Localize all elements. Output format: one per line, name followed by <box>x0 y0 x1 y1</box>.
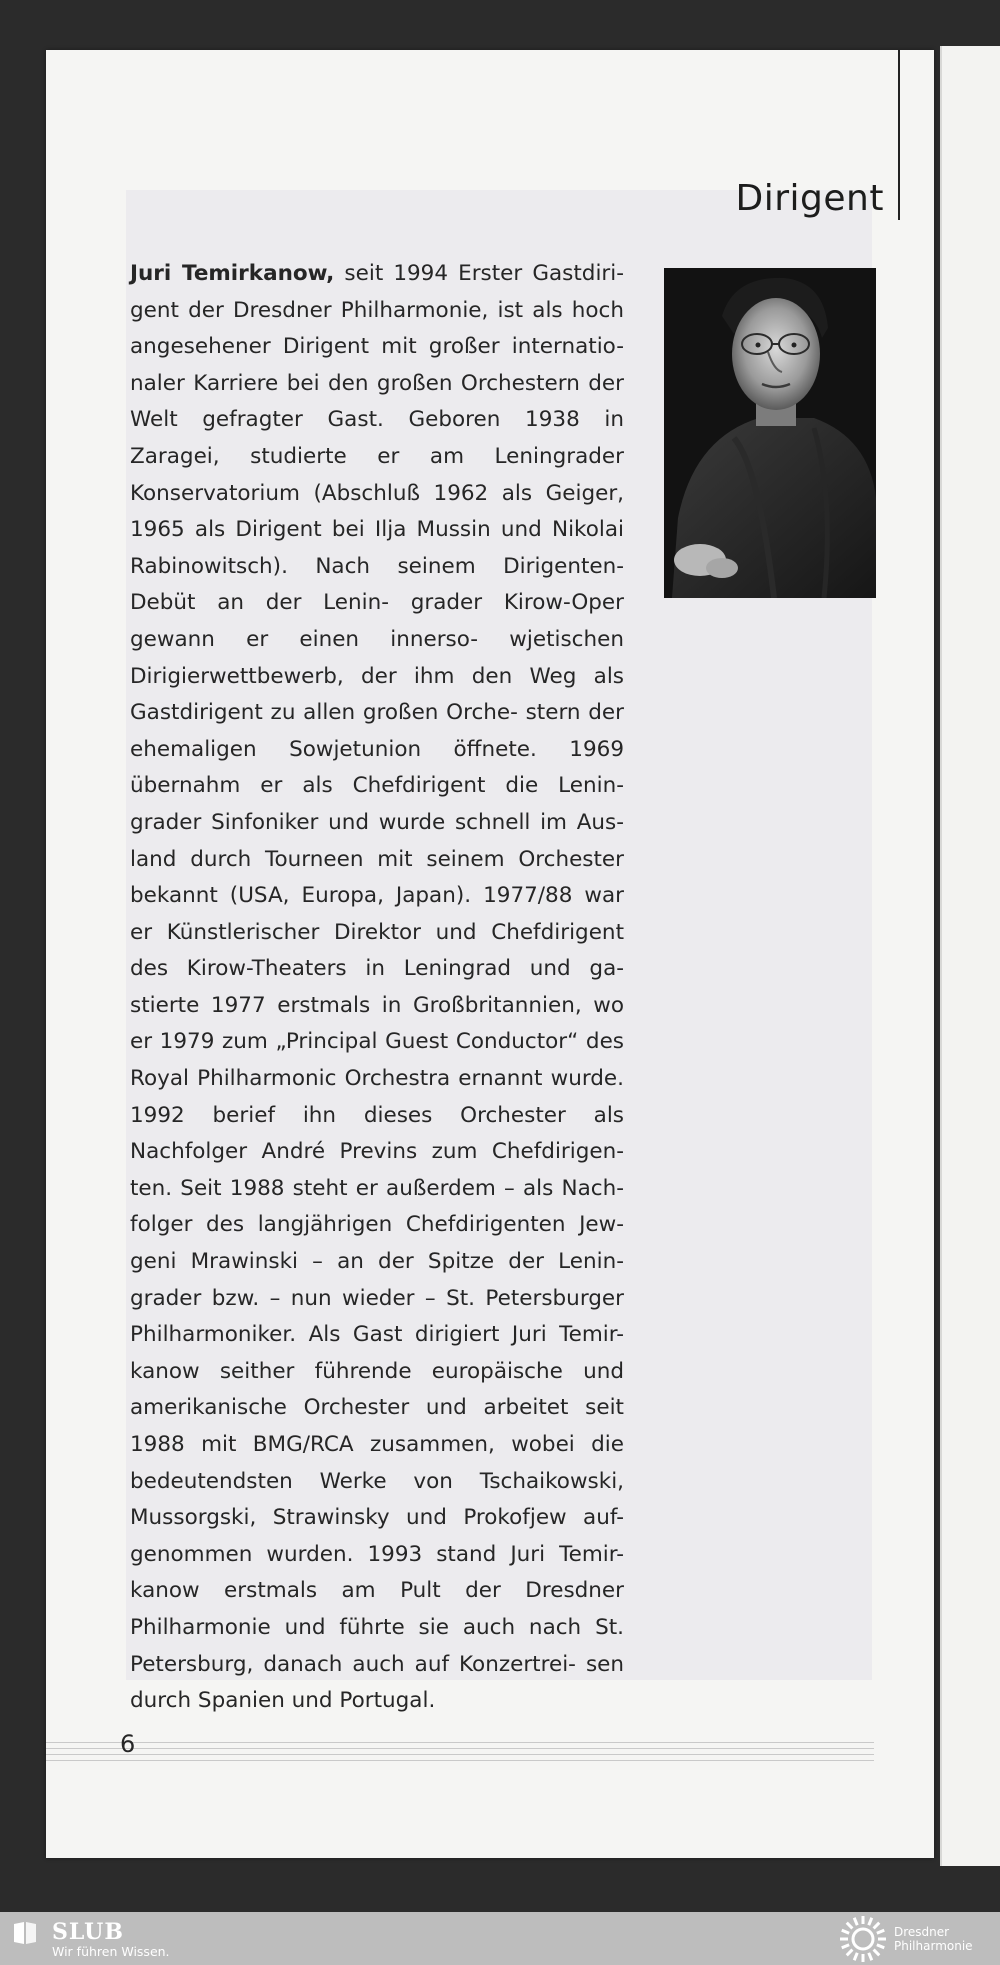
bio-line: seit 1994 Erster Gastdiri- <box>334 261 624 286</box>
bio-line: naler Karriere bei den großen Orchestern der <box>130 370 624 396</box>
bio-line: genommen wurden. 1993 stand Juri Temir- <box>130 1541 624 1567</box>
footer-line <box>46 1748 874 1749</box>
partner-name <box>894 1925 973 1953</box>
adjacent-page-edge <box>940 46 1000 1866</box>
bio-line: studierte er am Leningrader Konservatorium <box>130 443 624 506</box>
bio-line: Welt gefragter Gast. Geboren 1938 in Zaragei, <box>130 407 624 469</box>
bio-line: er 1979 zum „Principal Guest Conductor“ <box>130 1029 579 1055</box>
bio-line: angesehener Dirigent mit großer internatio- <box>130 334 624 360</box>
bio-line: des Royal Philharmonic Orchestra ernannt <box>130 1029 624 1092</box>
conductor-portrait-icon <box>664 268 876 598</box>
bio-line: geni Mrawinski – an der Spitze der Lenin- <box>130 1249 624 1275</box>
bio-line: Philharmoniker. Als Gast dirigiert Juri Temir- <box>130 1322 624 1348</box>
slub-logo[interactable] <box>12 1920 170 1960</box>
slub-text <box>52 1920 170 1960</box>
bio-line: St. Petersburg, danach auch auf Konzertrei- <box>130 1614 624 1677</box>
footer-rule-lines <box>46 1738 874 1768</box>
bio-line: wurde. 1992 berief ihn dieses Orchester als <box>130 1066 624 1128</box>
bio-line: kanow erstmals am Pult der Dresdner <box>130 1578 624 1604</box>
bio-line: stern der ehemaligen Sowjetunion öffnete. <box>130 700 624 762</box>
bio-line: grader Kirow-Oper gewann er einen innerso- <box>130 590 624 652</box>
bio-line: Mussorgski, Strawinsky und Prokofjew auf- <box>130 1505 624 1531</box>
bio-line: bedeutendsten Werke von Tschaikowski, <box>130 1468 624 1494</box>
bio-line: ten. Seit 1988 steht er außerdem – als Nach- <box>130 1175 624 1201</box>
library-slogan: Wir führen Wissen. <box>52 1944 170 1959</box>
bio-line: des Kirow-Theaters in Leningrad und ga- <box>130 956 624 982</box>
footer-line <box>46 1760 874 1761</box>
footer-line <box>46 1742 874 1743</box>
library-footer-bar <box>0 1912 1000 1965</box>
section-title: Dirigent <box>735 178 884 219</box>
biography-text <box>130 256 624 1720</box>
bio-line: er Künstlerischer Direktor und Chefdirigent <box>130 919 624 945</box>
brochure-page <box>46 50 934 1858</box>
library-name: SLUB <box>52 1919 124 1945</box>
bio-line: 1988 mit BMG/RCA zusammen, wobei die <box>130 1432 624 1457</box>
conductor-name: Juri Temirkanow, <box>130 261 335 286</box>
bio-line: Nachfolger André Previns zum Chefdirigen- <box>130 1139 624 1165</box>
bio-line: kanow seither führende europäische und <box>130 1358 624 1384</box>
bio-line: land durch Tourneen mit seinem Orchester <box>130 846 624 872</box>
bio-line: wjetischen Dirigierwettbewerb, der ihm den <box>130 626 624 689</box>
bio-line: gent der Dresdner Philharmonie, ist als hoch <box>130 297 624 323</box>
bio-line: Philharmonie und führte sie auch nach <box>130 1614 582 1640</box>
bio-line: amerikanische Orchester und arbeitet seit <box>130 1395 624 1421</box>
footer-line <box>46 1754 874 1755</box>
partner-line1: Dresdner <box>894 1925 950 1939</box>
bio-line: Weg als Gastdirigent zu allen großen Orche- <box>130 663 624 726</box>
vertical-rule <box>898 50 900 220</box>
bio-line: 1969 übernahm er als Chefdirigent die Lenin- <box>130 736 624 799</box>
bio-line: bei Ilja Mussin und Nikolai Rabinowitsch). <box>130 517 625 579</box>
sunburst-logo-icon <box>838 1915 888 1963</box>
dresdner-philharmonie-logo[interactable] <box>838 1915 973 1963</box>
bio-line: (Abschluß 1962 als Geiger, 1965 als Dirigent <box>130 480 624 543</box>
bio-line: sen durch Spanien und Portugal. <box>130 1651 624 1714</box>
partner-line2: Philharmonie <box>894 1939 973 1953</box>
bio-line: stierte 1977 erstmals in Großbritannien, wo <box>130 992 624 1018</box>
conductor-photo <box>664 268 876 598</box>
book-icon <box>12 1920 38 1946</box>
bio-line: grader bzw. – nun wieder – St. Petersburger <box>130 1285 624 1311</box>
page-number: 6 <box>120 1730 136 1758</box>
bio-line: grader Sinfoniker und wurde schnell im Aus- <box>130 809 624 835</box>
bio-line: bekannt (USA, Europa, Japan). 1977/88 war <box>130 883 624 909</box>
bio-line: Nach seinem Dirigenten-Debüt an der Lenin- <box>130 553 624 616</box>
bio-line: folger des langjährigen Chefdirigenten Jew- <box>130 1212 624 1238</box>
